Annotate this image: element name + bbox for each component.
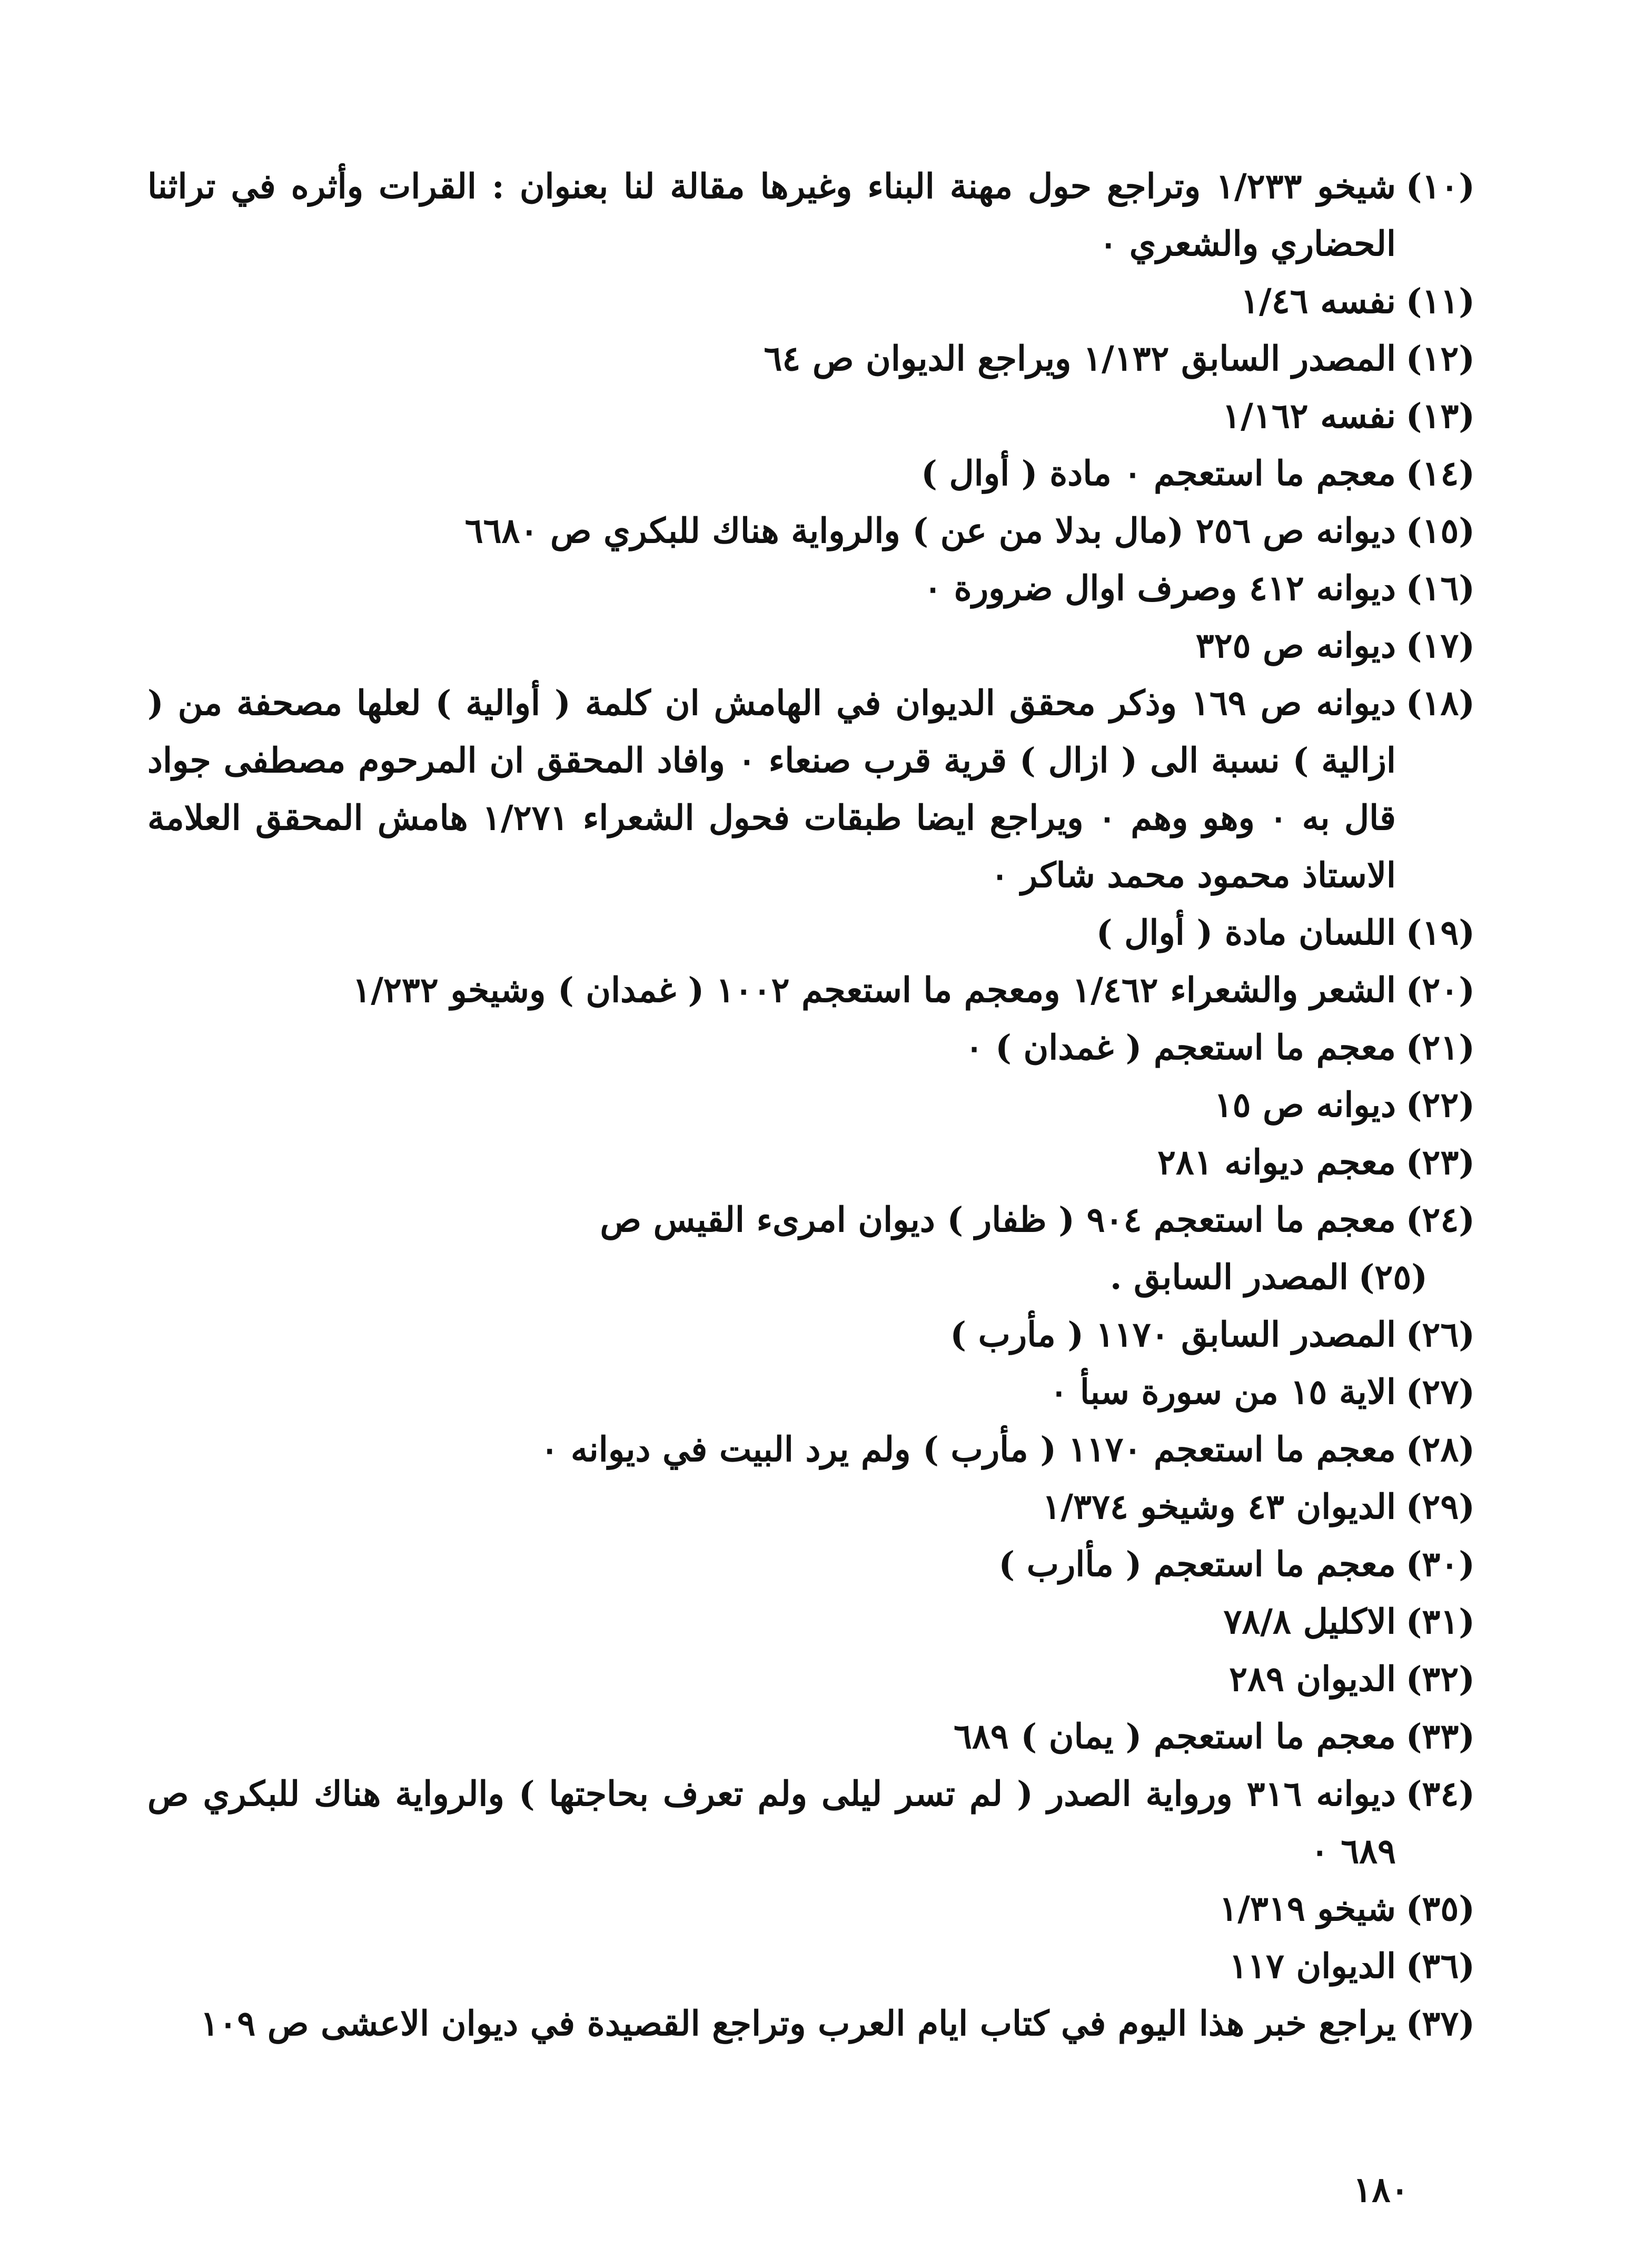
footnote-text: معجم ما استعجم ٠ مادة ( أوال ): [921, 453, 1396, 494]
footnote-text: ديوانه ص ٢٥٦ (مال بدلا من عن ) والرواية هناك للبكري ص ٦٦٨٠: [464, 511, 1396, 551]
footnote-11: [147, 273, 1475, 330]
footnote-23: [147, 1134, 1475, 1191]
footnote-number: (٢٥): [1358, 1257, 1428, 1297]
footnote-27: [147, 1364, 1475, 1421]
footnote-30: [147, 1536, 1475, 1593]
footnote-28: [147, 1421, 1475, 1478]
footnote-number: (٢٣): [1405, 1142, 1475, 1182]
footnotes-list: [147, 158, 1475, 2053]
footnote-29: [147, 1478, 1475, 1536]
footnote-text: ديوانه ص ١٥: [1214, 1085, 1396, 1125]
footnote-25: [147, 1249, 1475, 1306]
footnote-text: ديوانه ٤١٢ وصرف اوال ضرورة ٠: [924, 568, 1396, 608]
footnote-number: (٣٠): [1405, 1544, 1475, 1584]
footnote-number: (٣٧): [1405, 2004, 1475, 2044]
footnote-35: [147, 1880, 1475, 1938]
footnote-number: (٢١): [1405, 1028, 1475, 1068]
footnote-number: (١٩): [1405, 913, 1475, 953]
footnote-number: (١٤): [1405, 453, 1475, 494]
footnote-number: (٢٩): [1405, 1487, 1475, 1527]
footnote-text: معجم ما استعجم ( غمدان ) ٠: [965, 1028, 1396, 1068]
footnote-text: يراجع خبر هذا اليوم في كتاب ايام العرب وتراجع القصيدة في ديوان الاعشى ص ١٠٩: [200, 2004, 1396, 2044]
footnote-text: الديوان ١١٧: [1229, 1946, 1396, 1986]
footnote-text: المصدر السابق .: [1109, 1257, 1349, 1297]
footnote-number: (٣٦): [1405, 1946, 1475, 1986]
footnote-text: معجم ما استعجم ٩٠٤ ( ظفار ) ديوان امرىء القيس ص: [600, 1200, 1396, 1240]
footnote-number: (١٠): [1405, 166, 1475, 206]
footnote-text: معجم ديوانه ٢٨١: [1157, 1142, 1396, 1182]
footnote-text: اللسان مادة ( أوال ): [1096, 913, 1396, 953]
footnote-text: نفسه ١/٤٦: [1241, 281, 1396, 321]
footnote-15: [147, 502, 1475, 560]
footnote-number: (١١): [1405, 281, 1475, 321]
footnote-text: معجم ما استعجم ١١٧٠ ( مأرب ) ولم يرد البيت في ديوانه ٠: [540, 1429, 1396, 1470]
footnote-number: (١٨): [1405, 683, 1475, 723]
footnote-17: [147, 617, 1475, 675]
footnote-text: الشعر والشعراء ١/٤٦٢ ومعجم ما استعجم ١٠٠٢ ( غمدان ) وشيخو ١/٢٣٢: [352, 970, 1396, 1010]
footnote-text: ديوانه ٣١٦ ورواية الصدر ( لم تسر ليلى ولم تعرف بحاجتها ) والرواية هناك للبكري ص ٦٨٩ ٠: [147, 1774, 1396, 1871]
footnote-number: (٣٥): [1405, 1889, 1475, 1929]
footnote-36: [147, 1938, 1475, 1995]
footnote-number: (٣٢): [1405, 1659, 1475, 1699]
footnote-text: شيخو ١/٢٣٣ وتراجع حول مهنة البناء وغيرها مقالة لنا بعنوان : القرات وأثره في تراثنا الحضاري والشعري ٠: [147, 166, 1396, 264]
footnote-number: (٢٦): [1405, 1315, 1475, 1355]
footnote-12: [147, 330, 1475, 388]
footnote-14: [147, 445, 1475, 502]
footnote-24: [147, 1191, 1475, 1249]
footnote-19: [147, 904, 1475, 962]
footnote-text: الاكليل ٧٨/٨: [1223, 1602, 1396, 1642]
footnote-37: [147, 1995, 1475, 2053]
footnote-text: المصدر السابق ١/١٣٢ ويراجع الديوان ص ٦٤: [764, 339, 1396, 379]
footnote-number: (٢٢): [1405, 1085, 1475, 1125]
footnote-13: [147, 388, 1475, 445]
footnote-10: [147, 158, 1475, 273]
footnote-number: (١٣): [1405, 396, 1475, 436]
footnote-text: شيخو ١/٣١٩: [1219, 1889, 1396, 1929]
footnote-text: نفسه ١/١٦٢: [1222, 396, 1396, 436]
footnote-26: [147, 1306, 1475, 1364]
footnote-text: المصدر السابق ١١٧٠ ( مأرب ): [950, 1315, 1396, 1355]
footnote-21: [147, 1019, 1475, 1077]
footnote-text: الاية ١٥ من سورة سبأ ٠: [1049, 1372, 1396, 1412]
footnote-31: [147, 1593, 1475, 1651]
footnote-number: (٢٧): [1405, 1372, 1475, 1412]
footnote-number: (٢٨): [1405, 1429, 1475, 1470]
footnote-number: (٢٠): [1405, 970, 1475, 1010]
footnote-text: ديوانه ص ٣٢٥: [1195, 626, 1396, 666]
footnote-text: معجم ما استعجم ( يمان ) ٦٨٩: [954, 1717, 1396, 1757]
footnote-text: معجم ما استعجم ( مأارب ): [998, 1544, 1396, 1584]
footnote-number: (١٦): [1405, 568, 1475, 608]
footnote-number: (١٥): [1405, 511, 1475, 551]
page-number: ١٨٠: [1353, 2169, 1409, 2210]
footnote-34: [147, 1766, 1475, 1880]
footnote-18: [147, 675, 1475, 904]
footnote-text: الديوان ٢٨٩: [1229, 1659, 1396, 1699]
footnote-20: [147, 962, 1475, 1019]
footnote-33: [147, 1708, 1475, 1766]
footnote-number: (١٧): [1405, 626, 1475, 666]
footnote-32: [147, 1651, 1475, 1708]
footnote-number: (٣١): [1405, 1602, 1475, 1642]
footnote-22: [147, 1077, 1475, 1134]
footnote-text: الديوان ٤٣ وشيخو ١/٣٧٤: [1042, 1487, 1396, 1527]
footnote-text: ديوانه ص ١٦٩ وذكر محقق الديوان في الهامش ان كلمة ( أوالية ) لعلها مصحفة من ( ازالية ) نسبة الى ( ازال ) قرية قرب صنعاء ٠ وافاد المحقق ان المرحوم مصطفى جواد قال به ٠ وهو وهم ٠ ويراجع ايضا طبقات فحول الشعراء ١/٢٧١ هامش المحقق العلامة الاستاذ محمود محمد شاكر ٠: [147, 683, 1396, 895]
footnote-number: (٢٤): [1405, 1200, 1475, 1240]
footnote-number: (٣٣): [1405, 1717, 1475, 1757]
footnote-16: [147, 560, 1475, 617]
footnote-number: (١٢): [1405, 339, 1475, 379]
footnote-number: (٣٤): [1405, 1774, 1475, 1814]
